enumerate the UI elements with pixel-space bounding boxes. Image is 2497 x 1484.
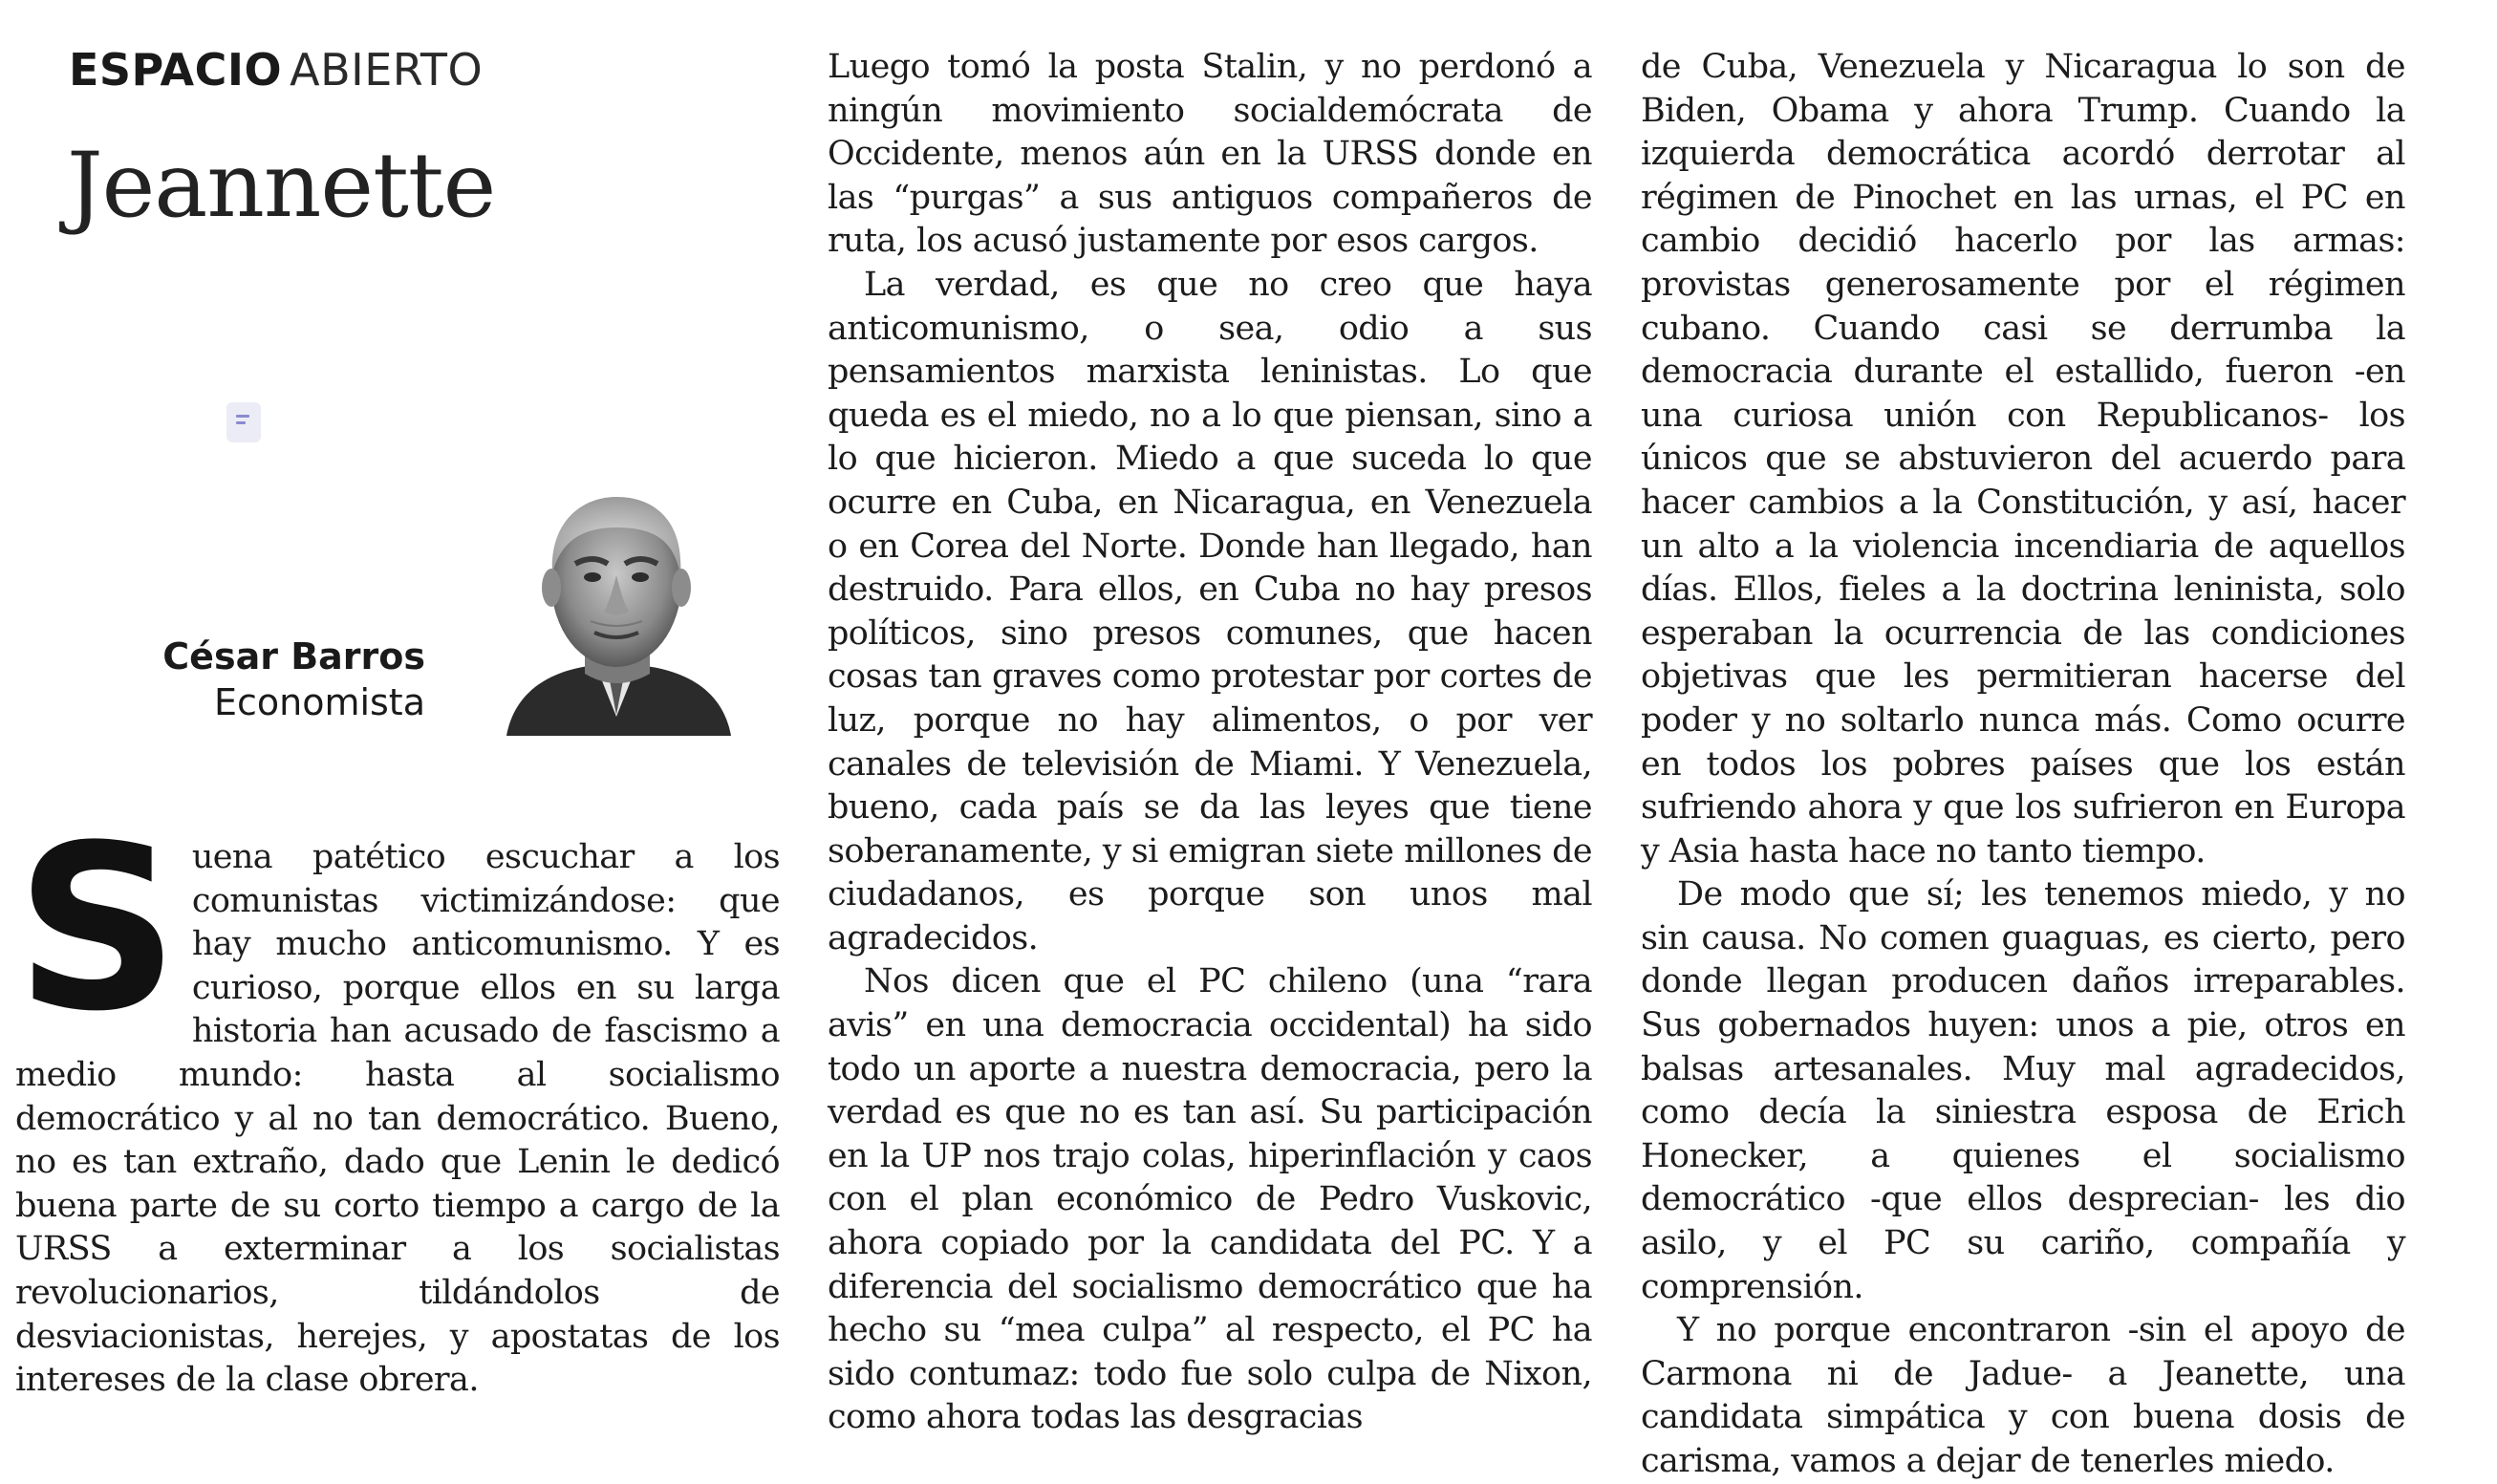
article-column-1 <box>15 797 780 1403</box>
author-role: Economista <box>213 681 425 723</box>
drop-cap: S <box>15 797 179 1062</box>
author-portrait <box>497 468 736 736</box>
paragraph: De modo que sí; les tenemos miedo, y no sin causa. No comen guaguas, es cierto, pero donde llegan producen daños irreparables. Sus gobernados huyen: unos a pie, otros en balsas artesanales. Muy mal agradecidos, como decía la siniestra esposa de Erich Honecker, a quienes el socialismo democrático -que ellos desprecian- les dio asilo, y el PC su cariño, compañía y comprensión. <box>1641 875 2405 1306</box>
article-column-3 <box>1641 46 2405 1484</box>
article-title: Jeannette <box>67 134 496 238</box>
paragraph: uena patético escuchar a los comunistas victimizándose: que hay mucho anticomunismo. Y es curioso, porque ellos en su larga historia han acusado de fascismo a medio mundo: hasta al socialismo democrático y al no tan democrático. Bueno, no es tan extraño, dado que Lenin le dedicó buena parte de su corto tiempo a cargo de la URSS a exterminar a los socialistas revolucionarios, tildándolos de desviacionistas, herejes, y apostatas de los intereses de la clase obrera. <box>15 838 780 1400</box>
article-column-2 <box>828 46 1592 1440</box>
section-label-bold: ESPACIO <box>69 44 283 96</box>
paragraph: Y no porque encontraron -sin el apoyo de Carmona ni de Jadue- a Jeanette, una candidata simpática y con buena dosis de carisma, vamos a dejar de tenerles miedo. <box>1641 1311 2405 1480</box>
paragraph: Luego tomó la posta Stalin, y no perdonó a ningún movimiento socialdemócrata de Occidente, menos aún en la URSS donde en las “purgas” a sus antiguos compañeros de ruta, los acusó justamente por esos cargos. <box>828 48 1592 261</box>
paragraph: de Cuba, Venezuela y Nicaragua lo son de Biden, Obama y ahora Trump. Cuando la izquierda democrática acordó derrotar al régimen de Pinochet en las urnas, el PC en cambio decidió hacerlo por las armas: provistas generosamente por el régimen cubano. Cuando casi se derrumba la democracia durante el estallido, fueron -en una curiosa unión con Republicanos- los únicos que se abstuvieron del acuerdo para hacer cambios a la Constitución, y así, hacer un alto a la violencia incendiaria de aquellos días. Ellos, fieles a la doctrina leninista, solo esperaban la ocurrencia de las condiciones objetivas que les permitieran hacerse del poder y no soltarlo nunca más. Como ocurre en todos los pobres países que los están sufriendo ahora y que los sufrieron en Europa y Asia hasta hace no tanto tiempo. <box>1641 48 2405 871</box>
paragraph: Nos dicen que el PC chileno (una “rara avis” en una democracia occidental) ha sido todo un aporte a nuestra democracia, pero la verdad es que no es tan así. Su participación en la UP nos trajo colas, hiperinflación y caos con el plan económico de Pedro Vuskovic, ahora copiado por la candidata del PC. Y a diferencia del socialismo democrático que ha hecho su “mea culpa” al respecto, el PC ha sido contumaz: todo fue solo culpa de Nixon, como ahora todas las desgracias <box>828 962 1592 1437</box>
paragraph: La verdad, es que no creo que haya anticomunismo, o sea, odio a sus pensamientos marxista leninistas. Lo que queda es el miedo, no a lo que piensan, sino a lo que hicieron. Miedo a que suceda lo que ocurre en Cuba, en Nicaragua, en Venezuela o en Corea del Norte. Donde han llegado, han destruido. Para ellos, en Cuba no hay presos políticos, sino presos comunes, que hacen cosas tan graves como protestar por cortes de luz, porque no hay alimentos, o por ver canales de televisión de Miami. Y Venezuela, bueno, cada país se da las leyes que tiene soberanamente, y si emigran siete millones de ciudadanos, es porque son unos mal agradecidos. <box>828 265 1592 957</box>
note-icon[interactable] <box>226 402 261 442</box>
section-label-light: ABIERTO <box>290 44 484 96</box>
section-label <box>69 44 483 96</box>
author-name: César Barros <box>162 635 425 677</box>
